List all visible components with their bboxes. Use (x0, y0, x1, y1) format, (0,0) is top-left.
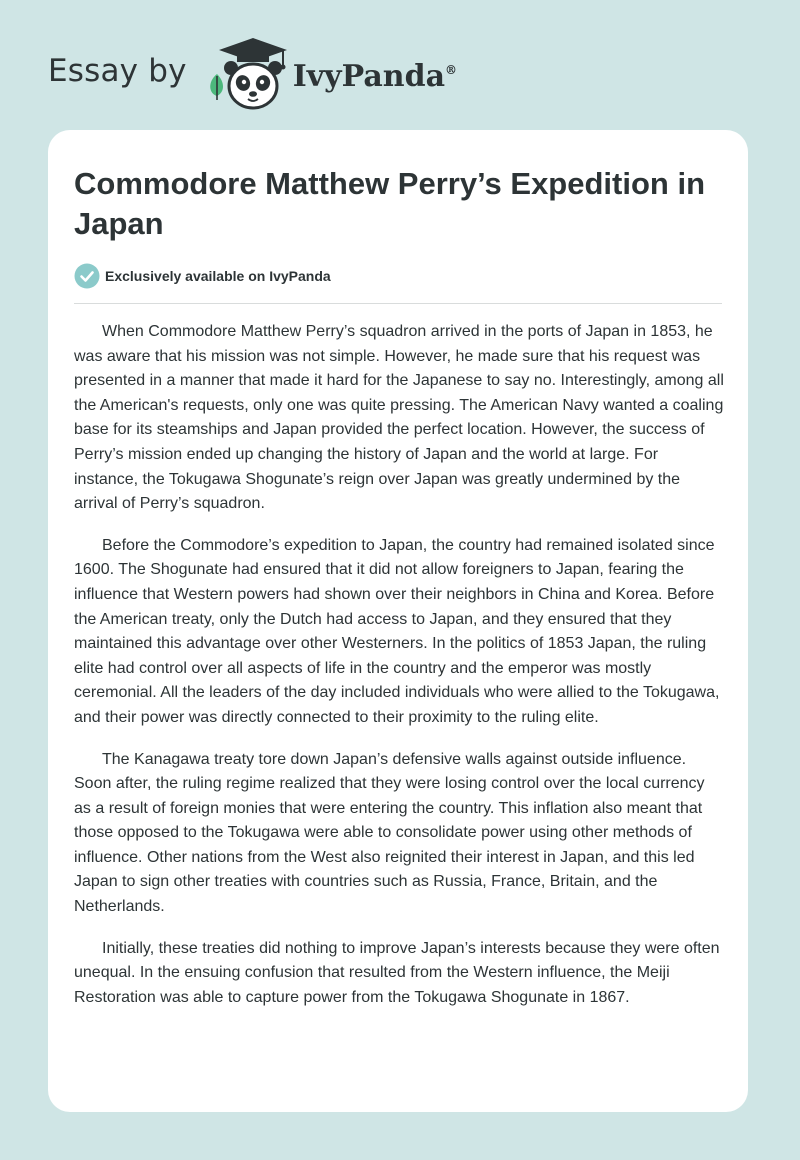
essay-body (74, 320, 724, 1027)
paragraph: The Kanagawa treaty tore down Japan’s defensive walls against outside influence. Soon after, the ruling regime realized that they were losing control over the local currency as a result of foreign monies that were entering the country. This inflation also meant that those opposed to the Tokugawa were able to consolidate power using other methods of influence. Other nations from the West also reignited their interest in Japan, and this led Japan to sign other treaties with countries such as Russia, France, Britain, and the Netherlands. (74, 750, 705, 916)
site-header (48, 34, 457, 114)
essay-by-label: Essay by (48, 53, 187, 89)
paragraph: Initially, these treaties did nothing to improve Japan’s interests because they were often unequal. In the ensuing confusion that resulted from the Western influence, the Meiji Restoration was able to capture power from the Tokugawa Shogunate in 1867. (74, 939, 720, 1006)
exclusive-badge (74, 263, 331, 289)
check-circle-icon (74, 263, 100, 289)
graduate-panda-icon[interactable] (203, 34, 295, 114)
brand-name[interactable]: IvyPanda® (292, 58, 458, 94)
registered-mark: ® (445, 62, 458, 77)
divider (74, 303, 722, 304)
exclusive-label: Exclusively available on IvyPanda (105, 268, 331, 284)
essay-card (48, 130, 748, 1112)
essay-title: Commodore Matthew Perry’s Expedition in Japan (74, 166, 706, 241)
paragraph: When Commodore Matthew Perry’s squadron arrived in the ports of Japan in 1853, he was aware that his mission was not simple. However, he made sure that his request was presented in a manner that made it hard for the Japanese to say no. Interestingly, among all the American's requests, only one was quite pressing. The American Navy wanted a coaling base for its steamships and Japan provided the perfect location. However, the success of Perry’s mission ended up changing the history of Japan and the world at large. For instance, the Tokugawa Shogunate’s reign over Japan was greatly undermined by the arrival of Perry’s squadron. (74, 323, 724, 513)
paragraph: Before the Commodore’s expedition to Japan, the country had remained isolated since 1600. The Shogunate had ensured that it did not allow foreigners to Japan, fearing the influence that Western powers had shown over their neighbors in China and Korea. Before the American treaty, only the Dutch had access to Japan, and they ensured that they maintained this advantage over other Westerners. In the politics of 1853 Japan, the ruling elite had control over all aspects of life in the country and the emperor was mostly ceremonial. All the leaders of the day included individuals who were allied to the Tokugawa, and their power was directly connected to their proximity to the ruling elite. (74, 536, 720, 726)
